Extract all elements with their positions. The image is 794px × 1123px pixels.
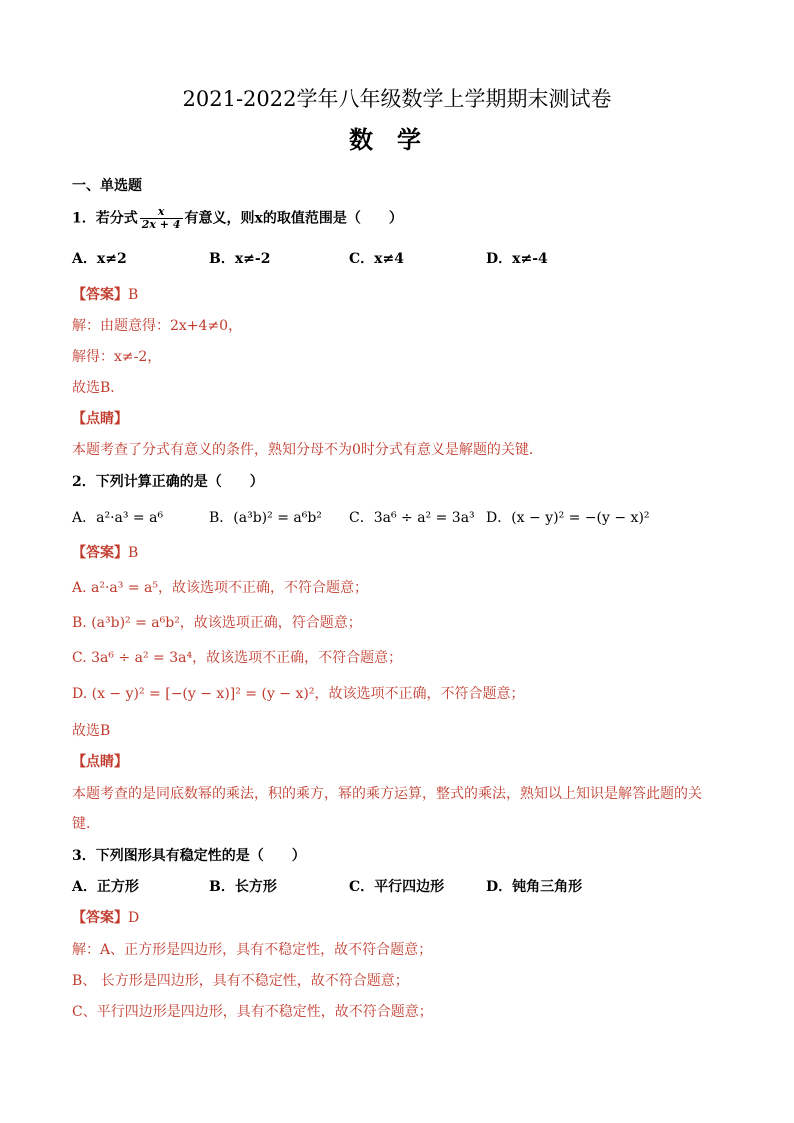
q3-option-a: A．正方形 (72, 879, 139, 895)
answer-value: B (128, 287, 139, 303)
q3-solution-line-1: 解：A、正方形是四边形，具有不稳定性，故不符合题意； (72, 942, 433, 958)
answer-value: B (128, 545, 139, 561)
answer-label: 【答案】 (72, 545, 128, 561)
question-1-stem (72, 206, 403, 231)
q2-solution-line-4: D. (x − y)² = [−(y − x)]² = (y − x)²，故该选项不正确，不符合题意； (72, 686, 525, 702)
fraction-numerator: x (157, 205, 165, 218)
answer-label: 【答案】 (72, 287, 128, 303)
question-1-stem-pre: 1．若分式 (72, 210, 138, 227)
q2-option-d: D．(x − y)² = −(y − x)² (486, 510, 650, 526)
q2-option-a: A．a²·a³ = a⁶ (72, 510, 164, 526)
q1-solution-line-2: 解得：x≠-2， (72, 349, 162, 365)
q3-option-b: B．长方形 (209, 879, 277, 895)
question-3-stem: 3．下列图形具有稳定性的是（ ） (72, 848, 306, 864)
q1-answer (72, 285, 138, 305)
q2-solution-line-1: A. a²·a³ = a⁵，故该选项不正确，不符合题意； (72, 580, 368, 596)
q1-option-b: B．x≠-2 (209, 251, 271, 267)
question-1-stem-post: 有意义，则x的取值范围是（ ） (184, 210, 403, 227)
subject-title: 数学 (349, 125, 445, 154)
q2-solution-line-3: C. 3a⁶ ÷ a² = 3a⁴，故该选项不正确，不符合题意； (72, 650, 403, 666)
q1-solution-line-1: 解：由题意得：2x+4≠0， (72, 318, 243, 334)
q2-point-text-1: 本题考查的是同底数幂的乘法，积的乘方，幂的乘方运算，整式的乘法，熟知以上知识是解答此题的关 (72, 786, 702, 802)
q3-option-c: C．平行四边形 (349, 879, 445, 895)
question-2-stem: 2．下列计算正确的是（ ） (72, 474, 264, 490)
exam-title: 2021-2022学年八年级数学上学期期末测试卷 (182, 87, 612, 111)
q2-point-text-2: 键． (72, 816, 100, 832)
q2-option-b: B．(a³b)² = a⁶b² (209, 510, 322, 526)
q1-option-a: A．x≠2 (72, 251, 127, 267)
q2-solution-line-5: 故选B (72, 723, 111, 739)
q1-solution-line-3: 故选B． (72, 380, 125, 396)
q3-answer (72, 908, 139, 928)
question-1-fraction (140, 206, 183, 231)
q1-point-text: 本题考查了分式有意义的条件，熟知分母不为0时分式有意义是解题的关键． (72, 442, 543, 458)
q2-option-c: C．3a⁶ ÷ a² = 3a³ (349, 510, 475, 526)
q3-solution-line-2: B、 长方形是四边形，具有不稳定性，故不符合题意； (72, 973, 409, 989)
q3-option-d: D．钝角三角形 (486, 879, 583, 895)
answer-label: 【答案】 (72, 910, 128, 926)
q1-point-label: 【点睛】 (72, 411, 128, 427)
fraction-denominator: 2x + 4 (141, 218, 181, 231)
q2-solution-line-2: B. (a³b)² = a⁶b²，故该选项正确，符合题意； (72, 615, 362, 631)
q2-point-label: 【点睛】 (72, 754, 128, 770)
section-heading: 一、单选题 (72, 178, 142, 194)
q1-option-c: C．x≠4 (349, 251, 404, 267)
answer-value: D (128, 910, 140, 926)
q1-option-d: D．x≠-4 (486, 251, 548, 267)
q3-solution-line-3: C、平行四边形是四边形，具有不稳定性，故不符合题意； (72, 1004, 433, 1020)
q2-answer (72, 543, 138, 563)
